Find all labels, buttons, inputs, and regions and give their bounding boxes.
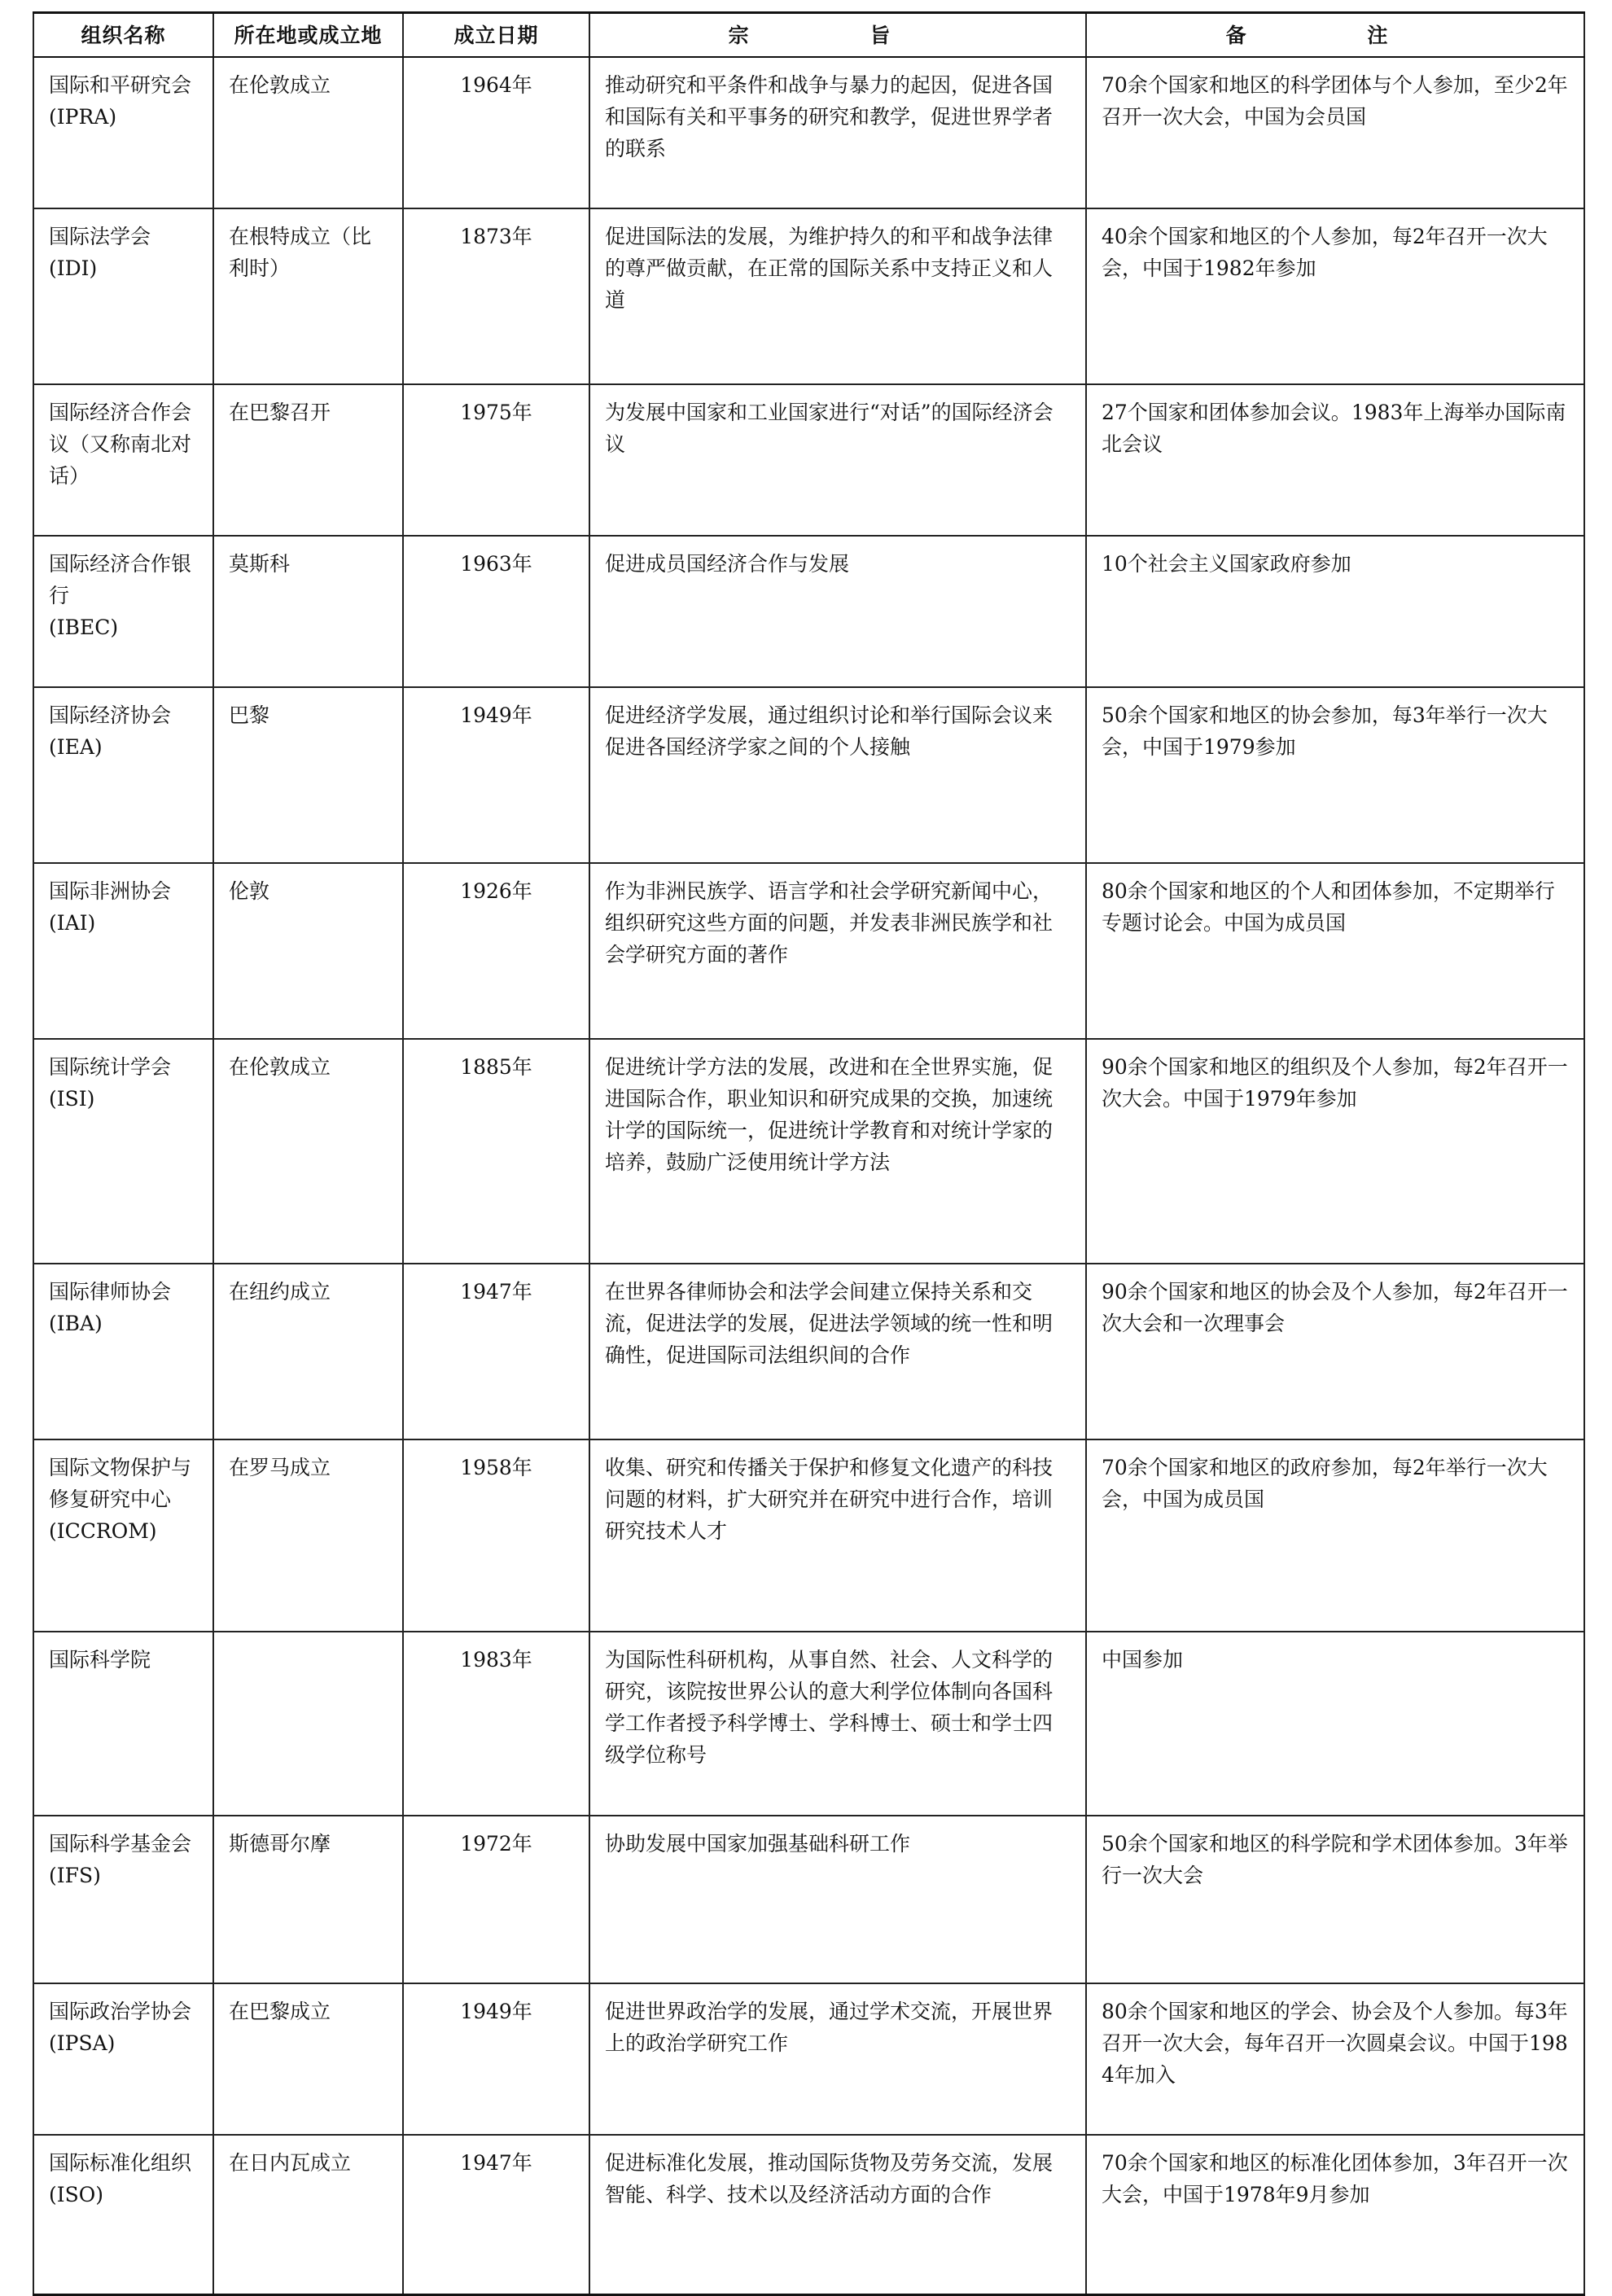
cell-location-text: 斯德哥尔摩 bbox=[229, 1832, 331, 1856]
cell-purpose bbox=[589, 1264, 1086, 1439]
cell-notes bbox=[1086, 536, 1584, 687]
header-row bbox=[33, 13, 1584, 58]
cell-notes bbox=[1086, 1039, 1584, 1264]
org-abbreviation: (IFS) bbox=[49, 1864, 101, 1887]
cell-org-name-text: 国际和平研究会 bbox=[49, 73, 192, 97]
cell-location-text: 在纽约成立 bbox=[229, 1280, 331, 1304]
cell-purpose bbox=[589, 1816, 1086, 1983]
cell-purpose bbox=[589, 2135, 1086, 2295]
table-row bbox=[33, 208, 1584, 384]
cell-purpose-text: 促进世界政治学的发展，通过学术交流，开展世界上的政治学研究工作 bbox=[605, 2000, 1053, 2055]
cell-purpose bbox=[589, 1983, 1086, 2135]
cell-notes-text: 27个国家和团体参加会议。1983年上海举办国际南北会议 bbox=[1102, 401, 1566, 456]
cell-location-text: 在巴黎成立 bbox=[229, 2000, 331, 2023]
cell-purpose-text: 协助发展中国家加强基础科研工作 bbox=[605, 1832, 911, 1856]
cell-notes-text: 50余个国家和地区的协会参加，每3年举行一次大会，中国于1979参加 bbox=[1102, 703, 1548, 759]
cell-notes bbox=[1086, 1983, 1584, 2135]
cell-org-name bbox=[33, 687, 213, 863]
cell-purpose-text: 收集、研究和传播关于保护和修复文化遗产的科技问题的材料，扩大研究并在研究中进行合作，培训研究技术人才 bbox=[605, 1456, 1053, 1543]
cell-location-text: 在罗马成立 bbox=[229, 1456, 331, 1479]
header-founding-date: 成立日期 bbox=[403, 13, 589, 58]
cell-purpose-text: 为国际性科研机构，从事自然、社会、人文科学的研究，该院按世界公认的意大利学位体制向各国科学工作者授予科学博士、学科博士、硕士和学士四级学位称号 bbox=[605, 1648, 1053, 1767]
table-row bbox=[33, 57, 1584, 208]
header-location: 所在地或成立地 bbox=[213, 13, 403, 58]
org-abbreviation: (ISI) bbox=[49, 1087, 95, 1111]
cell-org-name bbox=[33, 1816, 213, 1983]
cell-purpose bbox=[589, 863, 1086, 1039]
cell-notes-text: 10个社会主义国家政府参加 bbox=[1102, 552, 1351, 576]
cell-purpose bbox=[589, 1439, 1086, 1632]
cell-location bbox=[213, 536, 403, 687]
cell-notes bbox=[1086, 687, 1584, 863]
cell-notes bbox=[1086, 384, 1584, 536]
org-abbreviation: (IEA) bbox=[49, 735, 103, 759]
cell-org-name bbox=[33, 1039, 213, 1264]
cell-founding-date-text: 1926年 bbox=[460, 879, 532, 903]
cell-org-name-text: 国际非洲协会 bbox=[49, 879, 172, 903]
table-row bbox=[33, 384, 1584, 536]
cell-org-name bbox=[33, 2135, 213, 2295]
cell-notes bbox=[1086, 1264, 1584, 1439]
cell-founding-date-text: 1949年 bbox=[460, 703, 532, 727]
org-abbreviation: (IDI) bbox=[49, 256, 98, 280]
cell-purpose bbox=[589, 208, 1086, 384]
cell-founding-date bbox=[403, 2135, 589, 2295]
table-row bbox=[33, 1816, 1584, 1983]
org-abbreviation: (IPRA) bbox=[49, 105, 117, 129]
table-row bbox=[33, 536, 1584, 687]
cell-location bbox=[213, 1264, 403, 1439]
cell-org-name-text: 国际政治学协会 bbox=[49, 2000, 192, 2023]
cell-founding-date-text: 1963年 bbox=[460, 552, 532, 576]
table-body bbox=[33, 57, 1584, 2295]
cell-org-name bbox=[33, 384, 213, 536]
cell-org-name-text: 国际法学会 bbox=[49, 225, 151, 248]
org-abbreviation: (IBA) bbox=[49, 1312, 103, 1335]
org-abbreviation: (IBEC) bbox=[49, 616, 119, 639]
cell-location bbox=[213, 1439, 403, 1632]
table-row bbox=[33, 863, 1584, 1039]
table-row bbox=[33, 687, 1584, 863]
table-row bbox=[33, 2135, 1584, 2295]
cell-notes-text: 80余个国家和地区的个人和团体参加，不定期举行专题讨论会。中国为成员国 bbox=[1102, 879, 1555, 935]
cell-location bbox=[213, 2135, 403, 2295]
table-row bbox=[33, 1632, 1584, 1816]
cell-founding-date bbox=[403, 208, 589, 384]
table-row bbox=[33, 1264, 1584, 1439]
cell-notes-text: 70余个国家和地区的政府参加，每2年举行一次大会，中国为成员国 bbox=[1102, 1456, 1548, 1511]
cell-location bbox=[213, 1632, 403, 1816]
cell-purpose-text: 作为非洲民族学、语言学和社会学研究新闻中心，组织研究这些方面的问题，并发表非洲民族学和社会学研究方面的著作 bbox=[605, 879, 1053, 966]
cell-purpose bbox=[589, 384, 1086, 536]
cell-founding-date bbox=[403, 687, 589, 863]
table-row bbox=[33, 1439, 1584, 1632]
cell-notes-text: 90余个国家和地区的协会及个人参加，每2年召开一次大会和一次理事会 bbox=[1102, 1280, 1568, 1335]
cell-founding-date-text: 1975年 bbox=[460, 401, 532, 424]
cell-org-name-text: 国际统计学会 bbox=[49, 1055, 172, 1079]
cell-org-name-text: 国际经济合作银行 bbox=[49, 552, 192, 607]
cell-notes bbox=[1086, 57, 1584, 208]
cell-location-text: 在日内瓦成立 bbox=[229, 2151, 352, 2175]
cell-purpose-text: 促进成员国经济合作与发展 bbox=[605, 552, 850, 576]
cell-location-text: 伦敦 bbox=[229, 879, 270, 903]
cell-notes bbox=[1086, 863, 1584, 1039]
header-notes: 备 注 bbox=[1086, 13, 1584, 58]
cell-notes bbox=[1086, 1439, 1584, 1632]
cell-org-name-text: 国际科学基金会 bbox=[49, 1832, 192, 1856]
organizations-table bbox=[33, 11, 1585, 2296]
cell-location bbox=[213, 687, 403, 863]
cell-purpose-text: 为发展中国家和工业国家进行“对话”的国际经济会议 bbox=[605, 401, 1053, 456]
cell-founding-date-text: 1947年 bbox=[460, 1280, 532, 1304]
cell-org-name bbox=[33, 1983, 213, 2135]
cell-founding-date bbox=[403, 57, 589, 208]
cell-founding-date bbox=[403, 1983, 589, 2135]
cell-org-name bbox=[33, 1632, 213, 1816]
header-purpose: 宗 旨 bbox=[589, 13, 1086, 58]
cell-purpose bbox=[589, 687, 1086, 863]
cell-org-name-text: 国际科学院 bbox=[49, 1648, 151, 1672]
cell-location bbox=[213, 1039, 403, 1264]
cell-org-name-text: 国际标准化组织 bbox=[49, 2151, 192, 2175]
cell-notes bbox=[1086, 1632, 1584, 1816]
cell-location-text: 莫斯科 bbox=[229, 552, 291, 576]
cell-location bbox=[213, 208, 403, 384]
cell-org-name bbox=[33, 863, 213, 1039]
cell-org-name bbox=[33, 1439, 213, 1632]
cell-location bbox=[213, 1983, 403, 2135]
cell-founding-date bbox=[403, 1264, 589, 1439]
cell-founding-date-text: 1873年 bbox=[460, 225, 532, 248]
cell-purpose-text: 促进经济学发展，通过组织讨论和举行国际会议来促进各国经济学家之间的个人接触 bbox=[605, 703, 1053, 759]
cell-founding-date-text: 1964年 bbox=[460, 73, 532, 97]
org-abbreviation: (ISO) bbox=[49, 2183, 104, 2206]
org-abbreviation: (IPSA) bbox=[49, 2031, 116, 2055]
cell-location bbox=[213, 863, 403, 1039]
cell-location-text: 在巴黎召开 bbox=[229, 401, 331, 424]
cell-notes-text: 70余个国家和地区的标准化团体参加，3年召开一次大会，中国于1978年9月参加 bbox=[1102, 2151, 1568, 2206]
header-org-name: 组织名称 bbox=[33, 13, 213, 58]
cell-founding-date bbox=[403, 384, 589, 536]
cell-org-name-text: 国际律师协会 bbox=[49, 1280, 172, 1304]
cell-org-name-text: 国际经济协会 bbox=[49, 703, 172, 727]
cell-notes-text: 40余个国家和地区的个人参加，每2年召开一次大会，中国于1982年参加 bbox=[1102, 225, 1548, 280]
table-row bbox=[33, 1983, 1584, 2135]
cell-location bbox=[213, 384, 403, 536]
cell-location-text: 在伦敦成立 bbox=[229, 73, 331, 97]
cell-notes-text: 80余个国家和地区的学会、协会及个人参加。每3年召开一次大会，每年召开一次圆桌会议。中国于1984年加入 bbox=[1102, 2000, 1568, 2087]
cell-notes-text: 50余个国家和地区的科学院和学术团体参加。3年举行一次大会 bbox=[1102, 1832, 1568, 1887]
cell-org-name bbox=[33, 208, 213, 384]
cell-location bbox=[213, 57, 403, 208]
cell-org-name-text: 国际文物保护与修复研究中心 bbox=[49, 1456, 192, 1511]
cell-location-text: 在根特成立（比利时） bbox=[229, 225, 372, 280]
cell-founding-date-text: 1983年 bbox=[460, 1648, 532, 1672]
cell-founding-date-text: 1958年 bbox=[460, 1456, 532, 1479]
cell-location-text: 在伦敦成立 bbox=[229, 1055, 331, 1079]
cell-location-text: 巴黎 bbox=[229, 703, 270, 727]
cell-notes-text: 70余个国家和地区的科学团体与个人参加，至少2年召开一次大会，中国为会员国 bbox=[1102, 73, 1568, 129]
cell-purpose-text: 促进统计学方法的发展，改进和在全世界实施，促进国际合作，职业知识和研究成果的交换，加速统计学的国际统一，促进统计学教育和对统计学家的培养，鼓励广泛使用统计学方法 bbox=[605, 1055, 1053, 1174]
cell-notes bbox=[1086, 208, 1584, 384]
cell-notes-text: 90余个国家和地区的组织及个人参加，每2年召开一次大会。中国于1979年参加 bbox=[1102, 1055, 1568, 1111]
cell-org-name-text: 国际经济合作会议（又称南北对话） bbox=[49, 401, 192, 488]
cell-notes-text: 中国参加 bbox=[1102, 1648, 1184, 1672]
cell-org-name bbox=[33, 1264, 213, 1439]
cell-purpose-text: 推动研究和平条件和战争与暴力的起因，促进各国和国际有关和平事务的研究和教学，促进世界学者的联系 bbox=[605, 73, 1053, 160]
cell-notes bbox=[1086, 2135, 1584, 2295]
cell-purpose-text: 促进标准化发展，推动国际货物及劳务交流，发展智能、科学、技术以及经济活动方面的合作 bbox=[605, 2151, 1053, 2206]
org-abbreviation: (IAI) bbox=[49, 911, 96, 935]
cell-founding-date bbox=[403, 1439, 589, 1632]
cell-founding-date bbox=[403, 536, 589, 687]
cell-purpose-text: 促进国际法的发展，为维护持久的和平和战争法律的尊严做贡献，在正常的国际关系中支持正义和人道 bbox=[605, 225, 1053, 312]
cell-founding-date bbox=[403, 1816, 589, 1983]
cell-founding-date bbox=[403, 1039, 589, 1264]
table-row bbox=[33, 1039, 1584, 1264]
cell-purpose bbox=[589, 1039, 1086, 1264]
cell-notes bbox=[1086, 1816, 1584, 1983]
cell-location bbox=[213, 1816, 403, 1983]
cell-org-name bbox=[33, 57, 213, 208]
cell-org-name bbox=[33, 536, 213, 687]
cell-purpose-text: 在世界各律师协会和法学会间建立保持关系和交流，促进法学的发展，促进法学领域的统一性和明确性，促进国际司法组织间的合作 bbox=[605, 1280, 1053, 1367]
cell-founding-date bbox=[403, 863, 589, 1039]
cell-purpose bbox=[589, 1632, 1086, 1816]
org-abbreviation: (ICCROM) bbox=[49, 1519, 157, 1543]
cell-purpose bbox=[589, 536, 1086, 687]
cell-founding-date-text: 1947年 bbox=[460, 2151, 532, 2175]
cell-purpose bbox=[589, 57, 1086, 208]
cell-founding-date-text: 1885年 bbox=[460, 1055, 532, 1079]
cell-founding-date bbox=[403, 1632, 589, 1816]
cell-founding-date-text: 1972年 bbox=[460, 1832, 532, 1856]
cell-founding-date-text: 1949年 bbox=[460, 2000, 532, 2023]
